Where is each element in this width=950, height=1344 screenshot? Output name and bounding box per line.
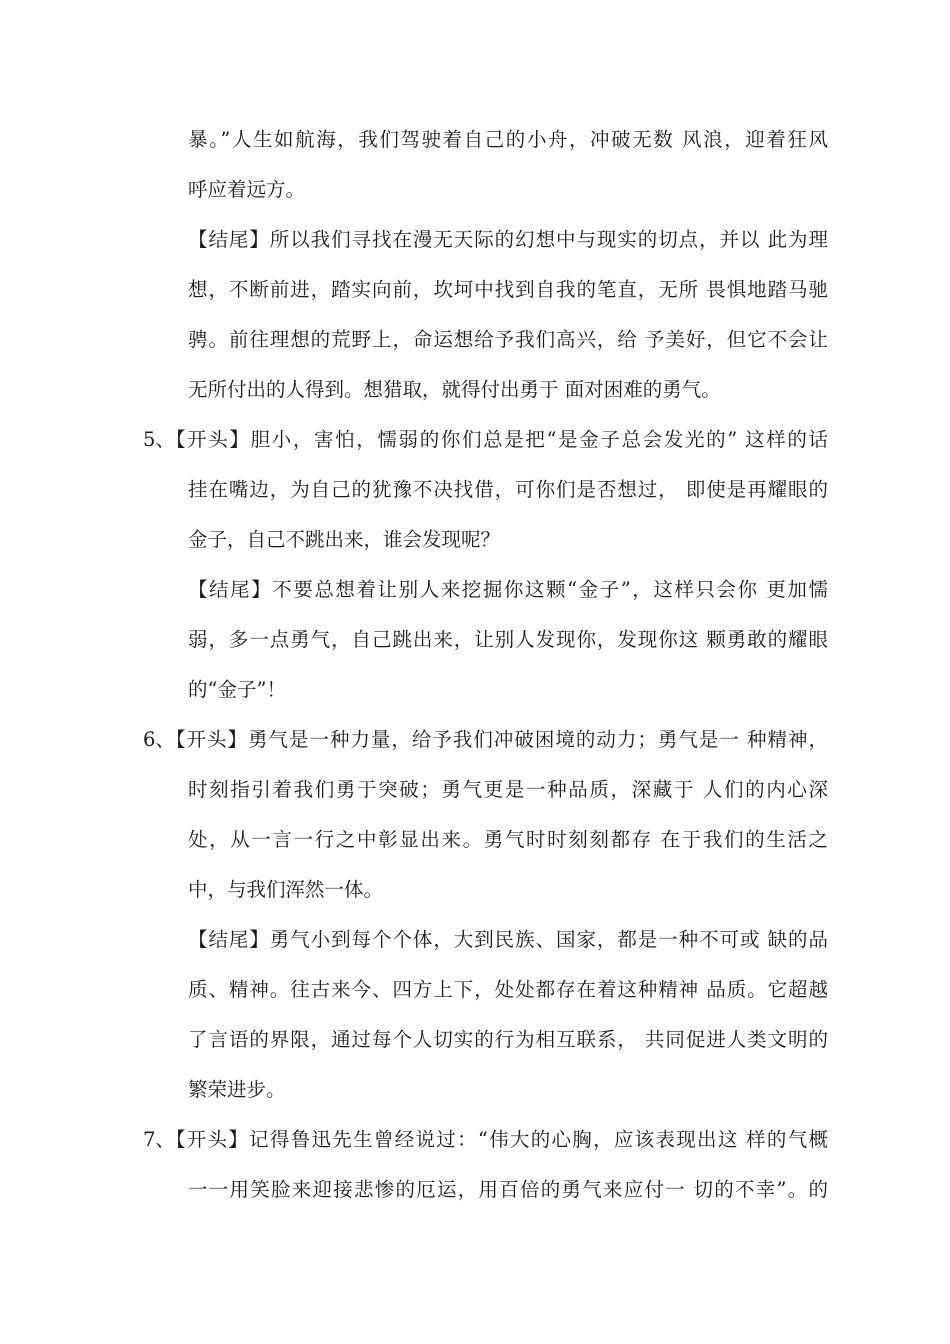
text-line: 的“金子”！ [188,678,286,701]
text-line: 暴。”人生如航海，我们驾驶着自己的小舟，冲破无数 风浪，迎着狂风 [188,128,828,151]
text-line: 无所付出的人得到。想猎取，就得付出勇于 面对困难的勇气。 [188,378,721,401]
text-line: 了言语的界限，通过每个人切实的行为相互联系， 共同促进人类文明的 [188,1028,828,1051]
text-line: 【开头】胆小，害怕，懦弱的你们总是把“是金子总会发光的” 这样的话 [166,428,828,451]
text-line: 挂在嘴边，为自己的犹豫不决找借，可你们是否想过， 即使是再耀眼的 [188,478,828,501]
text-line: 呼应着远方。 [188,178,306,201]
text-line: 处，从一言一行之中彰显出来。勇气时时刻刻都存 在于我们的生活之 [188,828,828,851]
text-line: 繁荣进步。 [188,1078,286,1101]
text-line: 【开头】记得鲁迅先生曾经说过：“伟大的心胸，应该表现出这 样的气概 [166,1128,828,1151]
text-line: 一一用笑脸来迎接悲惨的厄运，用百倍的勇气来应付一 切的不幸”。的 [188,1178,828,1201]
list-number: 6、 [143,728,175,751]
text-line: 想，不断前进，踏实向前，坎坷中找到自我的笔直，无所 畏惧地踏马驰 [188,278,828,301]
text-line: 【结尾】所以我们寻找在漫无天际的幻想中与现实的切点，并以 此为理 [188,228,828,251]
text-line: 弱，多一点勇气，自己跳出来，让别人发现你，发现你这 颗勇敢的耀眼 [188,628,828,651]
text-line: 骋。前往理想的荒野上，命运想给予我们高兴，给 予美好，但它不会让 [188,328,828,351]
list-number: 7、 [143,1128,175,1151]
list-number: 5、 [143,428,175,451]
text-line: 金子，自己不跳出来，谁会发现呢？ [188,528,501,551]
text-line: 中，与我们浑然一体。 [188,878,384,901]
text-line: 时刻指引着我们勇于突破；勇气更是一种品质，深藏于 人们的内心深 [188,778,828,801]
text-line: 【结尾】勇气小到每个个体，大到民族、国家，都是一种不可或 缺的品 [188,928,828,951]
text-line: 【结尾】不要总想着让别人来挖掘你这颗“金子”，这样只会你 更加懦 [188,578,828,601]
text-line: 质、精神。往古来今、四方上下，处处都存在着这种精神 品质。它超越 [188,978,828,1001]
text-line: 【开头】勇气是一种力量，给予我们冲破困境的动力；勇气是一 种精神， [166,728,828,751]
